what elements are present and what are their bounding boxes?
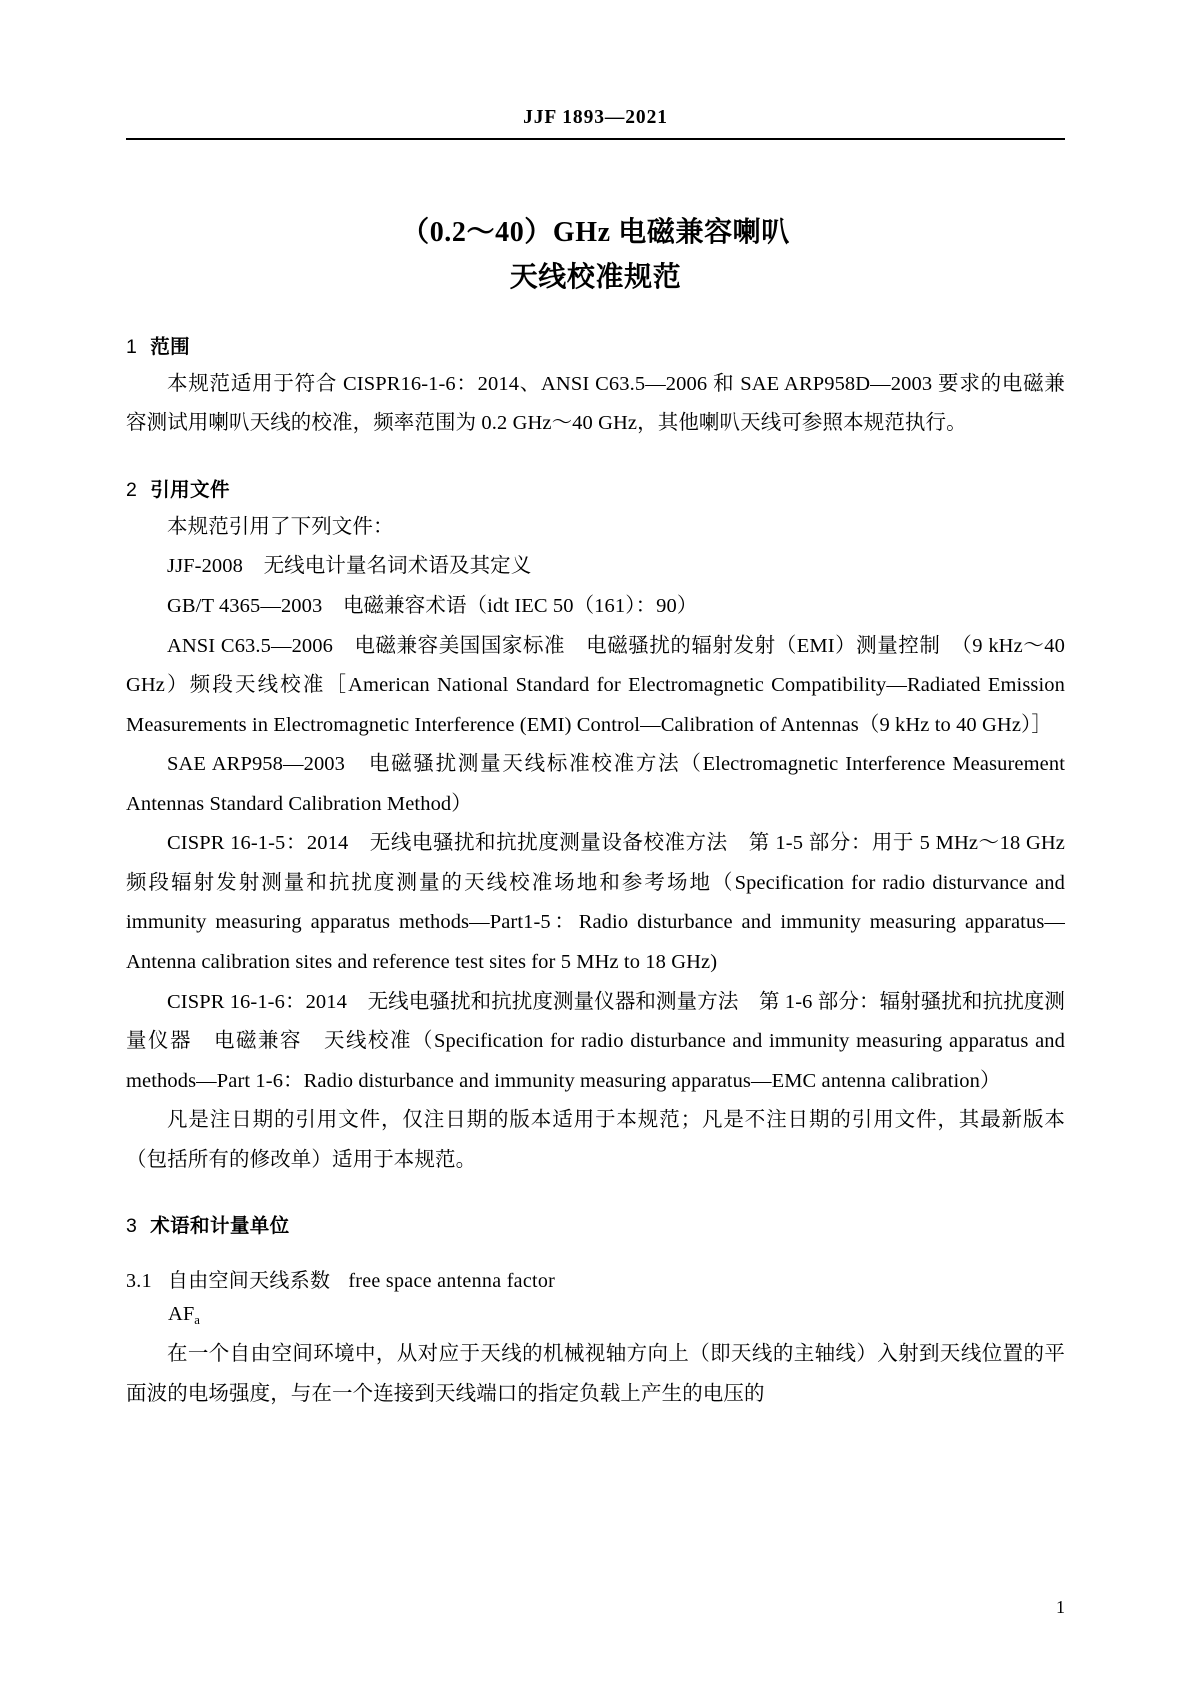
section-number-3: 3 [126, 1215, 138, 1238]
term-symbol-subscript: a [194, 1313, 200, 1328]
section-heading-1 [126, 331, 1065, 359]
reference-item-cispr-16-1-5: CISPR 16-1-5：2014 无线电骚扰和抗扰度测量设备校准方法 第 1-5 部分：用于 5 MHz～18 GHz 频段辐射发射测量和抗扰度测量的天线校准场地和参考场地（Specification for radio disturvance and immunity measuring apparatus methods—Part1-5：Radio disturbance and immunity measuring apparatus—Antenna calibration sites and reference test sites for 5 MHz to 18 GHz) [126, 832, 1065, 974]
running-head-text: JJF 1893—2021 [523, 107, 668, 128]
reference-item-cispr-16-1-6: CISPR 16-1-6：2014 无线电骚扰和抗扰度测量仪器和测量方法 第 1-6 部分：辐射骚扰和抗扰度测量仪器 电磁兼容 天线校准（Specification for radio disturbance and immunity measuring apparatus and methods—Part 1-6：Radio disturbance and immunity measuring apparatus—EMC antenna calibration） [126, 990, 1065, 1092]
section-title-3: 术语和计量单位 [150, 1215, 290, 1238]
term-definition-3-1: 在一个自由空间环境中，从对应于天线的机械视轴方向上（即天线的主轴线）入射到天线位置的平面波的电场强度，与在一个连接到天线端口的指定负载上产生的电压的 [126, 1342, 1065, 1405]
section-number-2: 2 [126, 478, 138, 501]
subsection-heading-3-1 [126, 1264, 1065, 1293]
term-symbol-3-1 [126, 1295, 1065, 1335]
section-2-paragraph-intro: 本规范引用了下列文件： [167, 515, 394, 538]
reference-item-ansi-c63-5: ANSI C63.5—2006 电磁兼容美国国家标准 电磁骚扰的辐射发射（EMI）测量控制 （9 kHz～40 GHz）频段天线校准［American National Standard for Electromagnetic Compatibility—Radiated Emission Measurements in Electromagnetic Interference (EMI) Control—Calibration of Antennas（9 kHz to 40 GHz）］ [126, 634, 1065, 736]
section-heading-2 [126, 474, 1065, 502]
title-line-2: 天线校准规范 [509, 262, 682, 294]
section-heading-3 [126, 1210, 1065, 1238]
subsection-number-3-1: 3.1 [126, 1270, 152, 1293]
running-header [126, 0, 1065, 128]
page-content [126, 0, 1065, 1414]
reference-item-gbt-4365: GB/T 4365—2003 电磁兼容术语（idt IEC 50（161）：90） [167, 594, 698, 617]
header-divider-rule [126, 138, 1065, 140]
section-title-2: 引用文件 [150, 478, 230, 501]
subsection-term-cn-3-1: 自由空间天线系数 [167, 1270, 331, 1293]
section-2-paragraph-dated-note: 凡是注日期的引用文件，仅注日期的版本适用于本规范；凡是不注日期的引用文件，其最新版本（包括所有的修改单）适用于本规范。 [126, 1109, 1065, 1171]
page-title [126, 210, 1065, 301]
section-1-paragraph-1: 本规范适用于符合 CISPR16-1-6：2014、ANSI C63.5—2006 和 SAE ARP958D—2003 要求的电磁兼容测试用喇叭天线的校准，频率范围为 0.2 GHz～40 GHz，其他喇叭天线可参照本规范执行。 [126, 372, 1065, 435]
title-line-1: （0.2～40）GHz 电磁兼容喇叭 [401, 217, 790, 248]
reference-item-jjf-2008: JJF-2008 无线电计量名词术语及其定义 [167, 555, 532, 578]
section-number-1: 1 [126, 335, 138, 358]
term-symbol-base: AF [168, 1303, 195, 1326]
section-title-1: 范围 [150, 335, 191, 358]
subsection-term-en-3-1: free space antenna factor [348, 1270, 556, 1293]
page-number: 1 [1056, 1597, 1065, 1617]
reference-item-sae-arp958: SAE ARP958—2003 电磁骚扰测量天线标准校准方法（Electromagnetic Interference Measurement Antennas Standard Calibration Method） [126, 753, 1065, 815]
